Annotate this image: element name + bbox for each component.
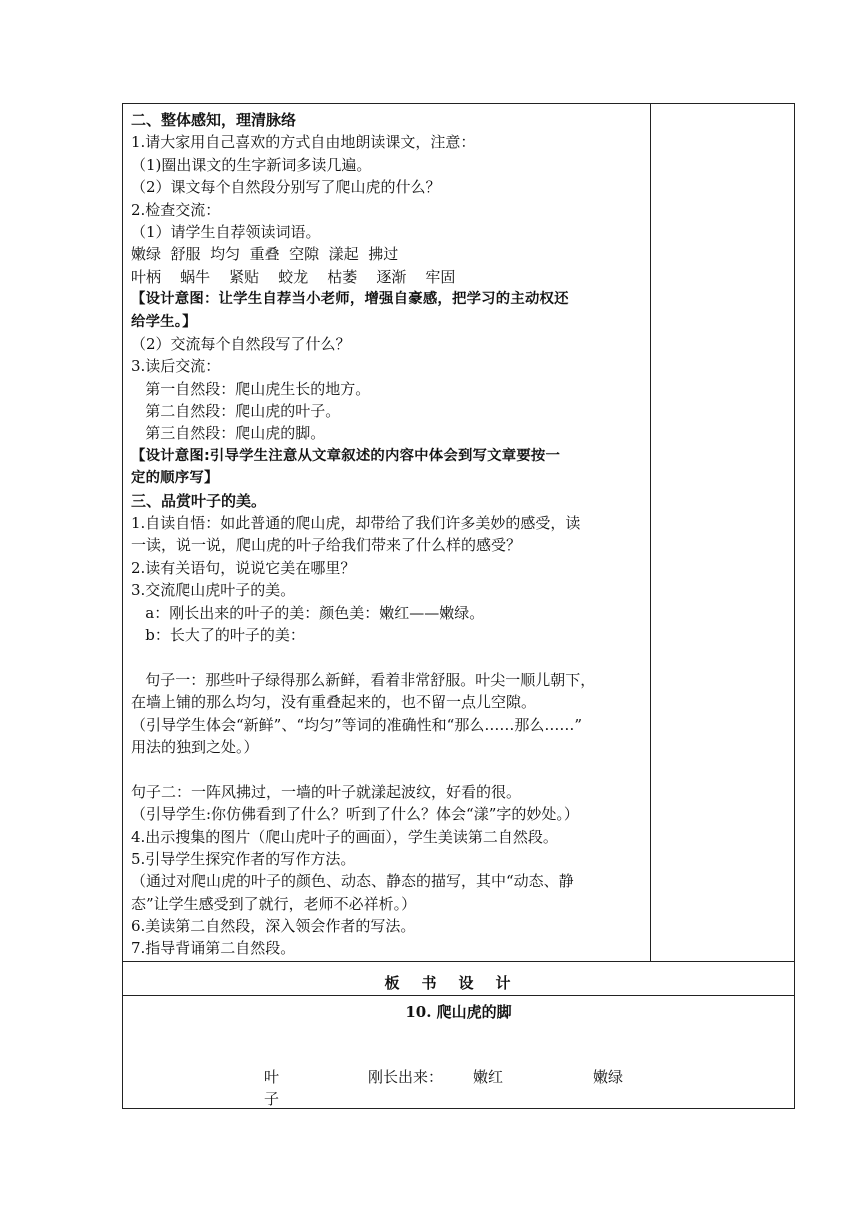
- text-line: （2）交流每个自然段写了什么？: [131, 334, 351, 353]
- text-line: 第二自然段：爬山虎的叶子。: [131, 402, 341, 421]
- column-divider: [650, 104, 651, 961]
- text-line: 给学生。】: [131, 313, 197, 330]
- text-line: [131, 758, 643, 780]
- text-line: 句子一：那些叶子绿得那么新鲜，看着非常舒服。叶尖一顺儿朝下，: [131, 670, 596, 689]
- text-line: （2）课文每个自然段分别写了爬山虎的什么？: [131, 178, 441, 197]
- board-item-zi: 子: [264, 1090, 280, 1108]
- text-line: 定的顺序写】: [131, 470, 219, 487]
- text-line: （1)圈出课文的生字新词多读几遍。: [131, 155, 372, 174]
- text-line: [131, 646, 643, 668]
- text-line: a：刚长出来的叶子的美：颜色美：嫩红——嫩绿。: [131, 603, 485, 622]
- text-line: 【设计意图：让学生自荐当小老师，增强自豪感，把学习的主动权还: [131, 291, 569, 308]
- text-line: 3.交流爬山虎叶子的美。: [131, 581, 296, 600]
- text-line: 1.请大家用自己喜欢的方式自由地朗读课文，注意：: [131, 133, 476, 152]
- board-item-nen-hong: 嫩红: [473, 1068, 504, 1086]
- text-line: （引导学生体会“新鲜”、“均匀”等词的准确性和“那么……那么……”: [131, 715, 583, 734]
- text-line: 用法的独到之处。）: [131, 737, 259, 756]
- board-item-gang-zhang-chu-lai: 刚长出来：: [368, 1068, 444, 1086]
- text-line: 5.引导学生探究作者的写作方法。: [131, 849, 356, 868]
- text-line: 2.读有关语句，说说它美在哪里？: [131, 558, 356, 577]
- text-line: 在墙上铺的那么均匀，没有重叠起来的，也不留一点儿空隙。: [131, 693, 537, 712]
- lesson-content: [131, 109, 643, 960]
- text-line: 句子二：一阵风拂过，一墙的叶子就漾起波纹，好看的很。: [131, 782, 522, 801]
- text-line: 一读，说一说，爬山虎的叶子给我们带来了什么样的感受？: [131, 536, 522, 555]
- text-line: 【设计意图:引导学生注意从文章叙述的内容中体会到写文章要按一: [131, 447, 561, 464]
- text-line: 三、品赏叶子的美。: [131, 491, 267, 510]
- text-line: （通过对爬山虎的叶子的颜色、动态、静态的描写，其中“动态、静: [131, 872, 574, 891]
- text-line: 2.检查交流：: [131, 200, 221, 219]
- text-line: b：长大了的叶子的美：: [131, 625, 305, 644]
- lesson-table: [122, 103, 795, 1109]
- text-line: （引导学生:你仿佛看到了什么？听到了什么？体会“漾”字的妙处。）: [131, 805, 579, 824]
- text-line: 第三自然段：爬山虎的脚。: [131, 424, 326, 443]
- text-line: （1）请学生自荐领读词语。: [131, 222, 321, 241]
- row-divider-2: [123, 995, 794, 996]
- text-line: 态”让学生感受到了就行，老师不必祥析。）: [131, 894, 417, 913]
- text-line: 叶柄 蜗牛 紧贴 蛟龙 枯萎 逐渐 牢固: [131, 267, 456, 286]
- text-line: 3.读后交流：: [131, 357, 221, 376]
- text-line: 嫩绿 舒服 均匀 重叠 空隙 漾起 拂过: [131, 245, 399, 264]
- text-line: 第一自然段：爬山虎生长的地方。: [131, 379, 371, 398]
- text-line: 6.美读第二自然段，深入领会作者的写法。: [131, 917, 416, 936]
- board-item-ye: 叶: [264, 1068, 280, 1086]
- board-design-heading: 板书设计: [384, 974, 533, 992]
- text-line: 1.自读自悟：如此普通的爬山虎，却带给了我们许多美妙的感受，读: [131, 514, 581, 533]
- row-divider-1: [123, 961, 794, 962]
- text-line: 4.出示搜集的图片（爬山虎叶子的画面），学生美读第二自然段。: [131, 827, 558, 846]
- text-line: 二、整体感知，理清脉络: [131, 111, 297, 129]
- board-title: 10. 爬山虎的脚: [405, 1003, 512, 1021]
- board-item-nen-lv: 嫩绿: [593, 1068, 624, 1086]
- text-line: 7.指导背诵第二自然段。: [131, 939, 296, 958]
